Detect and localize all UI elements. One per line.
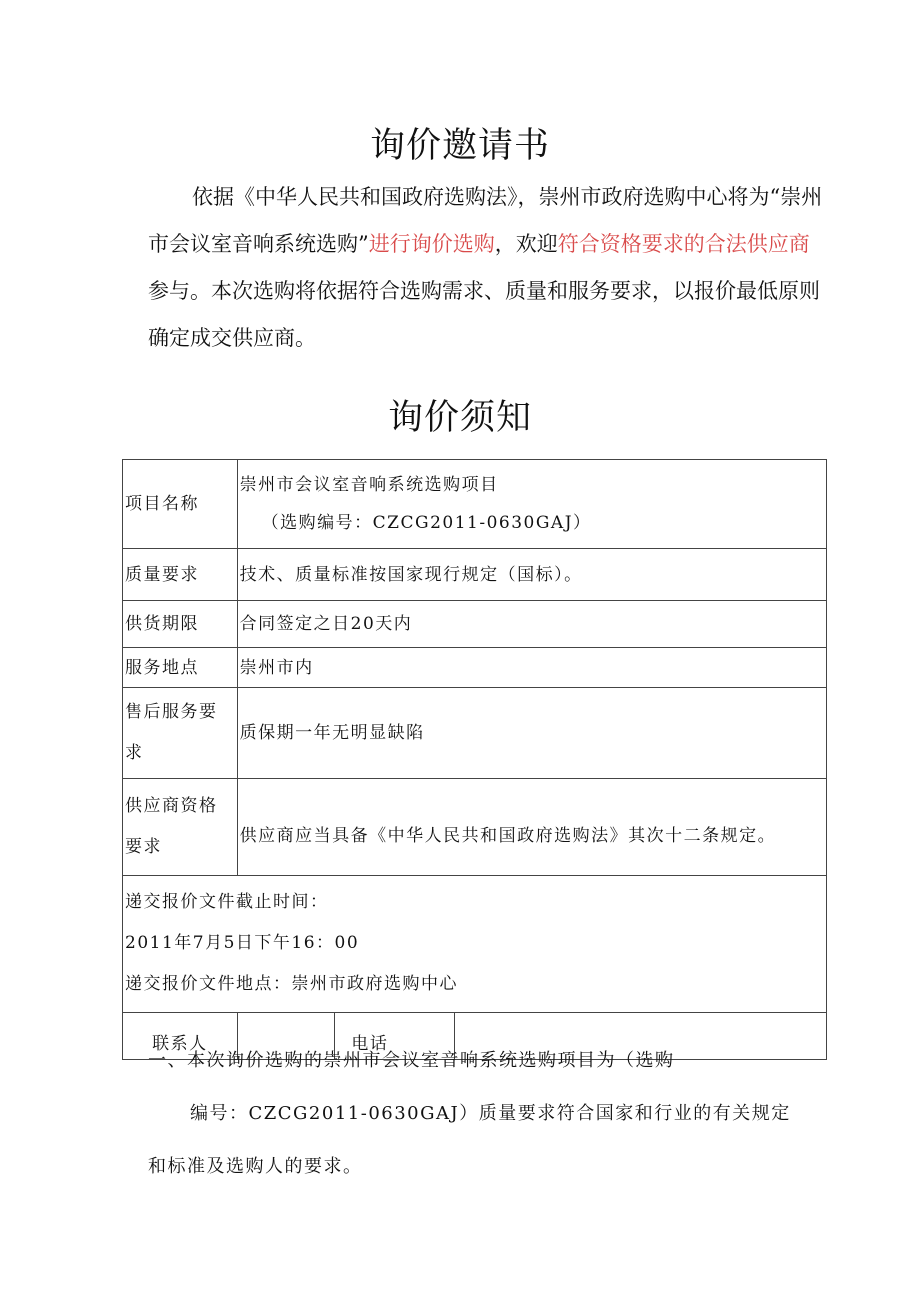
table-row bbox=[123, 601, 827, 648]
table-row bbox=[123, 648, 827, 688]
row-label-quality: 质量要求 bbox=[123, 549, 238, 601]
submission-location: 递交报价文件地点：崇州市政府选购中心 bbox=[125, 974, 458, 994]
footer-line-3: 和标准及选购人的要求。 bbox=[148, 1156, 363, 1177]
row-label-after-sales: 售后服务要求 bbox=[123, 688, 238, 779]
row-label-project-name: 项目名称 bbox=[123, 460, 238, 549]
table-row bbox=[123, 688, 827, 779]
invitation-paragraph bbox=[148, 174, 828, 362]
notice-table bbox=[122, 459, 827, 1060]
row-value-quality: 技术、质量标准按国家现行规定（国标）。 bbox=[237, 549, 826, 601]
table-row bbox=[123, 460, 827, 549]
row-value-supplier-qualification: 供应商应当具备《中华人民共和国政府选购法》其次十二条规定。 bbox=[237, 779, 826, 876]
invitation-highlight-method: 进行询价选购 bbox=[368, 232, 495, 256]
table-row bbox=[123, 779, 827, 876]
table-row bbox=[123, 876, 827, 1013]
table-row bbox=[123, 549, 827, 601]
invitation-text-e: 参与。本次选购将依据符合选购需求、质量和服务要求，以报价最低原则确定成交供应商。 bbox=[148, 279, 820, 350]
deadline-value: 2011年7月5日下午16：00 bbox=[125, 933, 360, 953]
row-value-project-name bbox=[237, 460, 826, 549]
footer-line-1: 一、本次询价选购的崇州市会议室音响系统选购项目为（选购 bbox=[148, 1050, 675, 1071]
invitation-text-c: ，欢迎 bbox=[494, 232, 558, 256]
contact-label: 联系人 bbox=[123, 1013, 238, 1060]
deadline-label: 递交报价文件截止时间： bbox=[125, 892, 329, 912]
invitation-text-a: 依据《中华人民共和国政府选购法》，崇州市政府选购中心将为“崇州市会议室音响系统选购” bbox=[148, 185, 823, 256]
row-value-after-sales: 质保期一年无明显缺陷 bbox=[237, 688, 826, 779]
row-label-service-location: 服务地点 bbox=[123, 648, 238, 688]
row-label-delivery: 供货期限 bbox=[123, 601, 238, 648]
phone-label: 电话 bbox=[335, 1013, 455, 1060]
invitation-title: 询价邀请书 bbox=[369, 126, 550, 166]
row-value-service-location: 崇州市内 bbox=[237, 648, 826, 688]
row-value-delivery: 合同签定之日20天内 bbox=[237, 601, 826, 648]
submission-info-cell bbox=[123, 876, 827, 1013]
project-name-line: 崇州市会议室音响系统选购项目 bbox=[239, 475, 499, 495]
row-label-supplier-qualification: 供应商资格要求 bbox=[123, 779, 238, 876]
notice-title: 询价须知 bbox=[387, 398, 532, 438]
invitation-highlight-supplier: 符合资格要求的合法供应商 bbox=[557, 232, 810, 256]
footer-line-2: 编号：CZCG2011-0630GAJ）质量要求符合国家和行业的有关规定 bbox=[190, 1103, 791, 1124]
project-code-line: （选购编号：CZCG2011-0630GAJ） bbox=[261, 513, 592, 533]
